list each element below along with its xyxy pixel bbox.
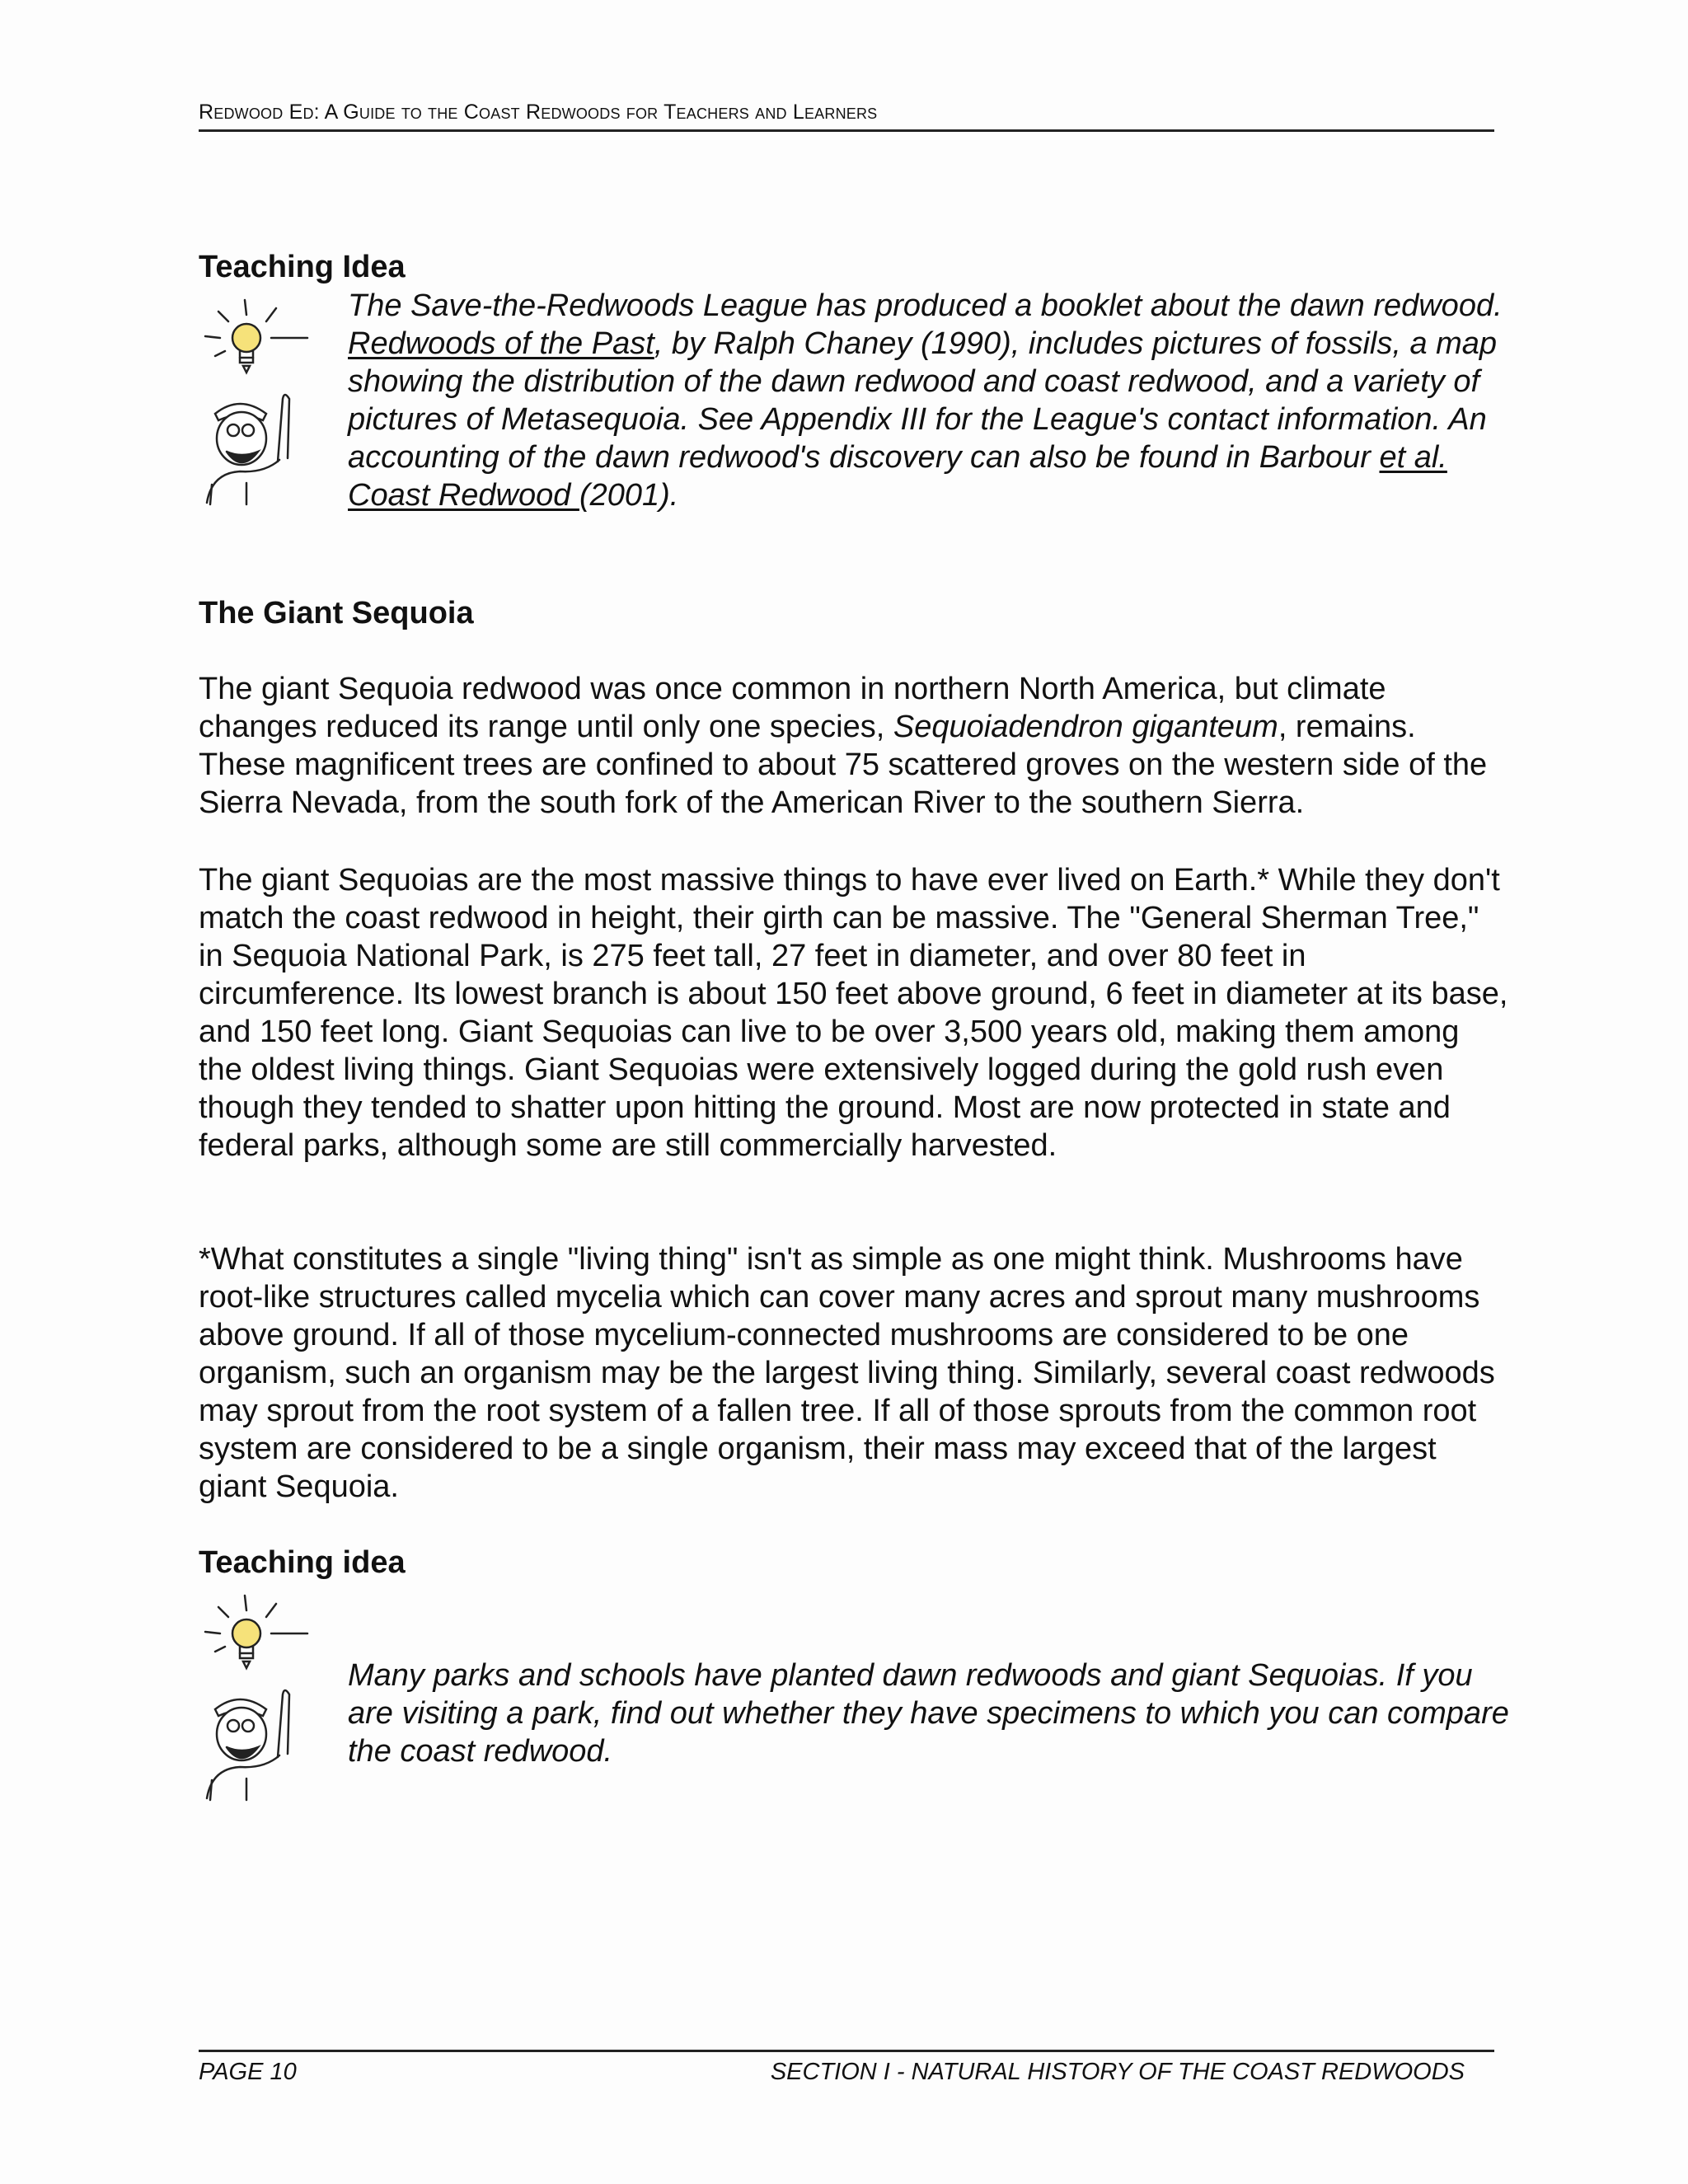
- idea-text-part: , by Ralph Chaney (1990), includes pictures of fossils, a map showing the distribution of the dawn redwood and coast redwood, and a variety of pictures of Metasequoia. See Appendix III for the League's contact information. An accounting of the dawn redwood's discovery can also be found in Barbour: [348, 326, 1498, 475]
- ranger-lightbulb-icon: [199, 297, 314, 507]
- section-heading: The Giant Sequoia: [199, 596, 474, 630]
- idea-text-part: (2001).: [579, 478, 679, 513]
- page-number: PAGE 10: [199, 2059, 297, 2085]
- paragraph-1: [199, 670, 1509, 822]
- section-title: SECTION I - NATURAL HISTORY OF THE COAST REDWOODS: [770, 2059, 1465, 2085]
- et-al-ref: et al.: [1379, 440, 1447, 475]
- page-footer: [199, 2050, 1494, 2086]
- paragraph-text: The giant Sequoia redwood was once common in northern North America, but climate changes reduced its range until only one species,: [199, 672, 1386, 744]
- paragraph-text: , remains. These magnificent trees are confined to about 75 scattered groves on the western side of the Sierra Nevada, from the south fork of the American River to the southern Sierra.: [199, 710, 1488, 820]
- ranger-lightbulb-icon-2: [199, 1592, 314, 1802]
- running-header: Redwood Ed: A Guide to the Coast Redwoods for Teachers and Learners: [199, 101, 1494, 132]
- species-name: Sequoiadendron giganteum: [893, 710, 1278, 744]
- idea-text-part: The Save-the-Redwoods League has produced a booklet about the dawn redwood.: [348, 288, 1503, 323]
- paragraph-3-footnote: *What constitutes a single "living thing" isn't as simple as one might think. Mushrooms have root-like structures called mycelia which can cover many acres and sprout many mushrooms above ground. If all of those mycelium-connected mushrooms are considered to be one organism, such an organism may be the largest living thing. Similarly, several coast redwoods may sprout from the root system of a fallen tree. If all of those sprouts from the common root system are considered to be a single organism, their mass may exceed that of the largest giant Sequoia.: [199, 1242, 1495, 1504]
- teaching-idea-heading-2: Teaching idea: [199, 1545, 406, 1580]
- paragraph-2: The giant Sequoias are the most massive things to have ever lived on Earth.* While they don't match the coast redwood in height, their girth can be massive. The "General Sherman Tree," in Sequoia National Park, is 275 feet tall, 27 feet in diameter, and over 80 feet in circumference. Its lowest branch is about 150 feet above ground, 6 feet in diameter at its base, and 150 feet long. Giant Sequoias can live to be over 3,500 years old, making them among the oldest living things. Giant Sequoias were extensively logged during the gold rush even though they tended to shatter upon hitting the ground. Most are now protected in state and federal parks, although some are still commercially harvested.: [199, 863, 1508, 1163]
- redwoods-of-the-past-title: Redwoods of the Past: [348, 326, 654, 361]
- teaching-idea-text: [348, 287, 1518, 514]
- coast-redwood-title: Coast Redwood: [348, 478, 579, 513]
- teaching-idea-heading: Teaching Idea: [199, 250, 406, 284]
- teaching-idea-text-2: Many parks and schools have planted dawn redwoods and giant Sequoias. If you are visiting a park, find out whether they have specimens to which you can compare the coast redwood.: [348, 1658, 1509, 1769]
